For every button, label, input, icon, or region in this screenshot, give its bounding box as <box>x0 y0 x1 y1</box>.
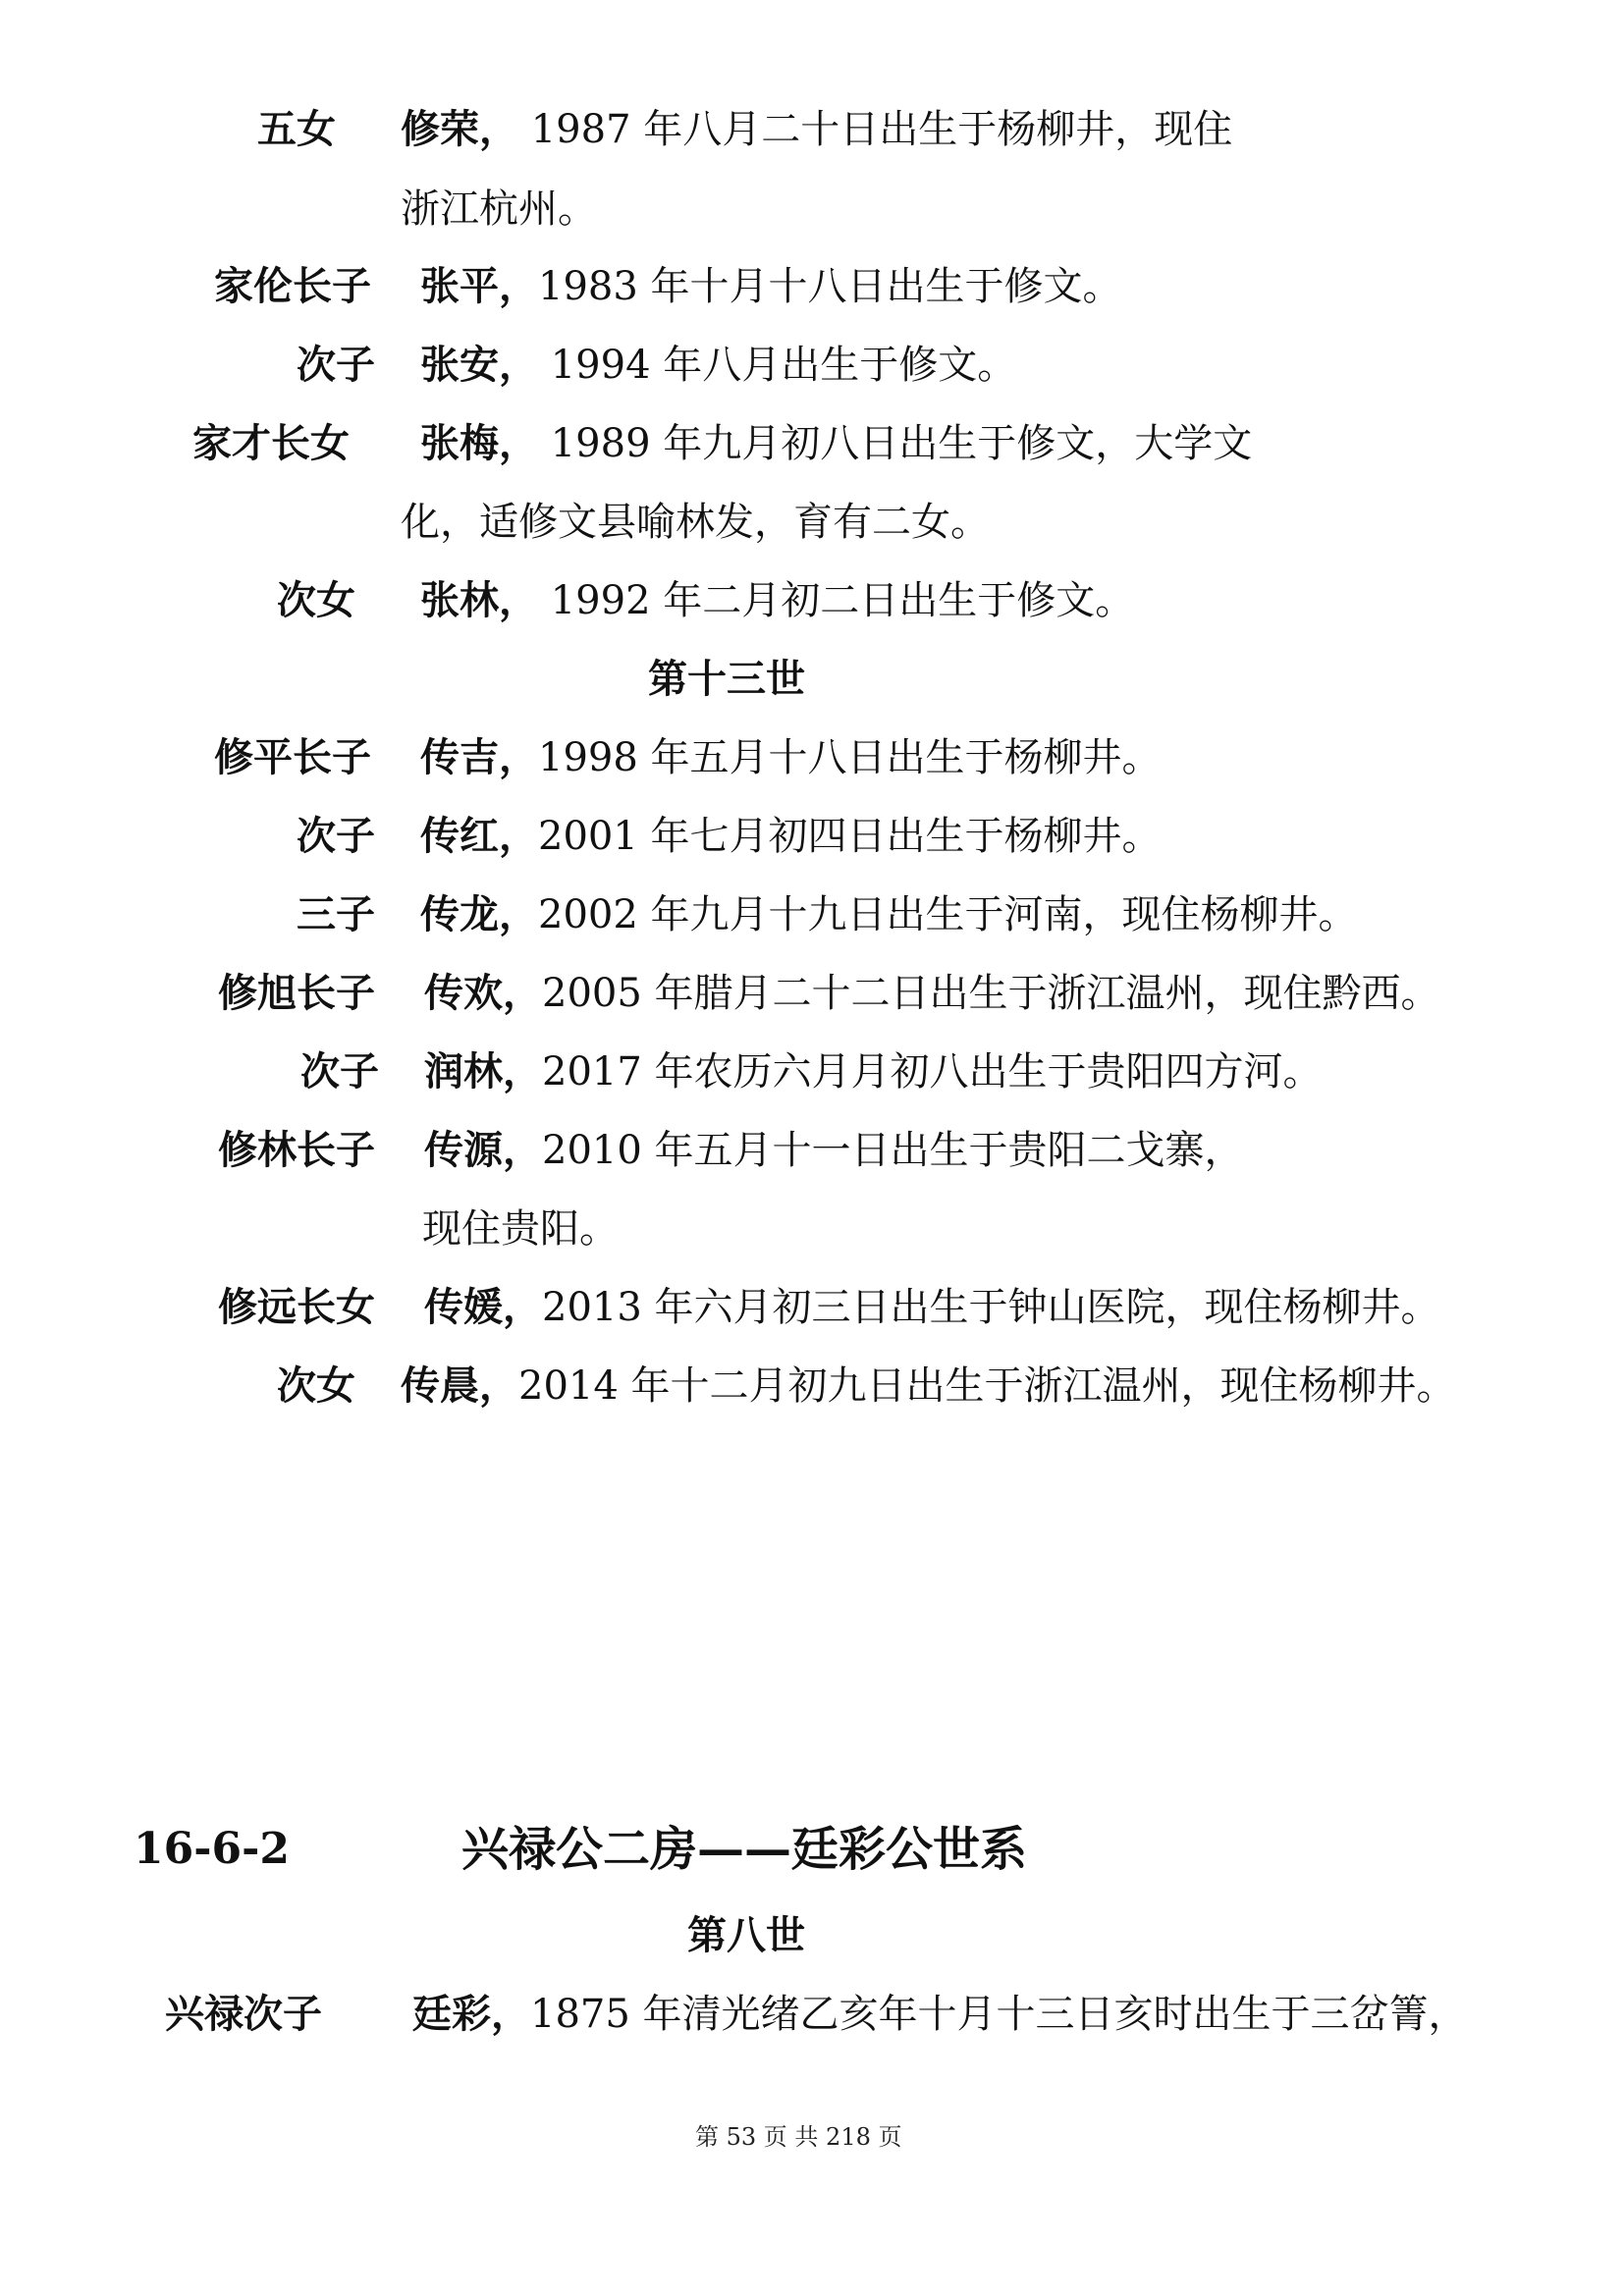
entry-line <box>424 1048 1323 1095</box>
relation-label: 家才长女 <box>192 420 350 466</box>
entry-line <box>300 1048 379 1095</box>
entry-line <box>214 263 371 310</box>
person-name: 廷彩， <box>412 1991 530 2037</box>
relation-label: 次子 <box>300 1048 379 1095</box>
entry-line <box>420 734 1162 781</box>
entry-line <box>420 342 1016 389</box>
entry-line <box>424 1284 1440 1331</box>
generation-heading: 第十三世 <box>648 656 805 702</box>
relation-label: 家伦长子 <box>214 263 371 309</box>
entry-line <box>214 734 371 781</box>
relation-label: 五女 <box>257 106 336 152</box>
entry-line <box>218 1284 375 1331</box>
person-name: 传晨， <box>401 1362 518 1409</box>
entry-text: 1998 年五月十八日出生于杨柳井。 <box>538 735 1162 780</box>
section-number: 16-6-2 <box>134 1824 290 1874</box>
page-footer: 第 53 页 共 218 页 <box>695 2123 902 2151</box>
person-name: 张安， <box>420 342 538 388</box>
entry-line <box>257 106 336 153</box>
person-name: 张林， <box>420 577 538 623</box>
entry-text: 1987 年八月二十日出生于杨柳井，现住 <box>518 107 1233 152</box>
relation-label: 修远长女 <box>218 1284 375 1330</box>
entry-continuation: 现住贵阳。 <box>422 1206 619 1252</box>
entry-text: 2002 年九月十九日出生于河南，现住杨柳井。 <box>538 892 1358 937</box>
entry-text: 2013 年六月初三日出生于钟山医院，现住杨柳井。 <box>542 1285 1440 1330</box>
relation-label: 次子 <box>297 813 375 859</box>
entry-text: 1994 年八月出生于修文。 <box>538 343 1017 388</box>
entry-line <box>420 263 1122 310</box>
entry-text: 1992 年二月初二日出生于修文。 <box>538 578 1135 623</box>
relation-label: 兴禄次子 <box>165 1991 322 2037</box>
entry-text: 1875 年清光绪乙亥年十月十三日亥时出生于三岔箐， <box>530 1992 1468 2037</box>
section-title: 兴禄公二房——廷彩公世系 <box>461 1822 1028 1877</box>
relation-label: 修旭长子 <box>218 970 375 1016</box>
entry-line <box>401 1362 1456 1410</box>
entry-line <box>277 577 355 624</box>
entry-line <box>424 1127 1244 1174</box>
entry-line <box>420 813 1162 860</box>
relation-label: 次子 <box>297 342 375 388</box>
entry-line <box>297 813 375 860</box>
person-name: 张平， <box>420 263 538 309</box>
entry-line <box>297 891 375 938</box>
entry-line <box>420 420 1252 467</box>
person-name: 张梅， <box>420 420 538 466</box>
entry-line <box>218 970 375 1017</box>
entry-continuation: 浙江杭州。 <box>401 187 597 232</box>
person-name: 修荣， <box>401 106 518 152</box>
relation-label: 修平长子 <box>214 734 371 780</box>
relation-label: 次女 <box>277 1362 355 1409</box>
entry-line <box>218 1127 375 1174</box>
entry-text: 2005 年腊月二十二日出生于浙江温州，现住黔西。 <box>542 971 1440 1016</box>
relation-label: 修林长子 <box>218 1127 375 1173</box>
person-name: 传红， <box>420 813 538 859</box>
person-name: 传欢， <box>424 970 542 1016</box>
relation-label: 次女 <box>277 577 355 623</box>
entry-line <box>192 420 350 467</box>
entry-text: 2001 年七月初四日出生于杨柳井。 <box>538 814 1162 859</box>
entry-text: 1989 年九月初八日出生于修文，大学文 <box>538 421 1253 466</box>
person-name: 传媛， <box>424 1284 542 1330</box>
entry-text: 2014 年十二月初九日出生于浙江温州，现住杨柳井。 <box>518 1363 1456 1409</box>
entry-line <box>420 891 1358 938</box>
person-name: 润林， <box>424 1048 542 1095</box>
entry-line <box>412 1991 1468 2038</box>
entry-text: 2017 年农历六月月初八出生于贵阳四方河。 <box>542 1049 1323 1095</box>
entry-line <box>420 577 1134 624</box>
generation-heading: 第八世 <box>687 1912 805 1958</box>
entry-line <box>165 1991 322 2038</box>
person-name: 传吉， <box>420 734 538 780</box>
entry-text: 2010 年五月十一日出生于贵阳二戈寨， <box>542 1128 1244 1173</box>
entry-line <box>277 1362 355 1410</box>
entry-line <box>401 106 1232 153</box>
entry-line <box>424 970 1440 1017</box>
entry-text: 1983 年十月十八日出生于修文。 <box>538 264 1122 309</box>
entry-continuation: 化，适修文县喻林发，育有二女。 <box>401 500 990 545</box>
person-name: 传龙， <box>420 891 538 937</box>
entry-line <box>297 342 375 389</box>
relation-label: 三子 <box>297 891 375 937</box>
person-name: 传源， <box>424 1127 542 1173</box>
